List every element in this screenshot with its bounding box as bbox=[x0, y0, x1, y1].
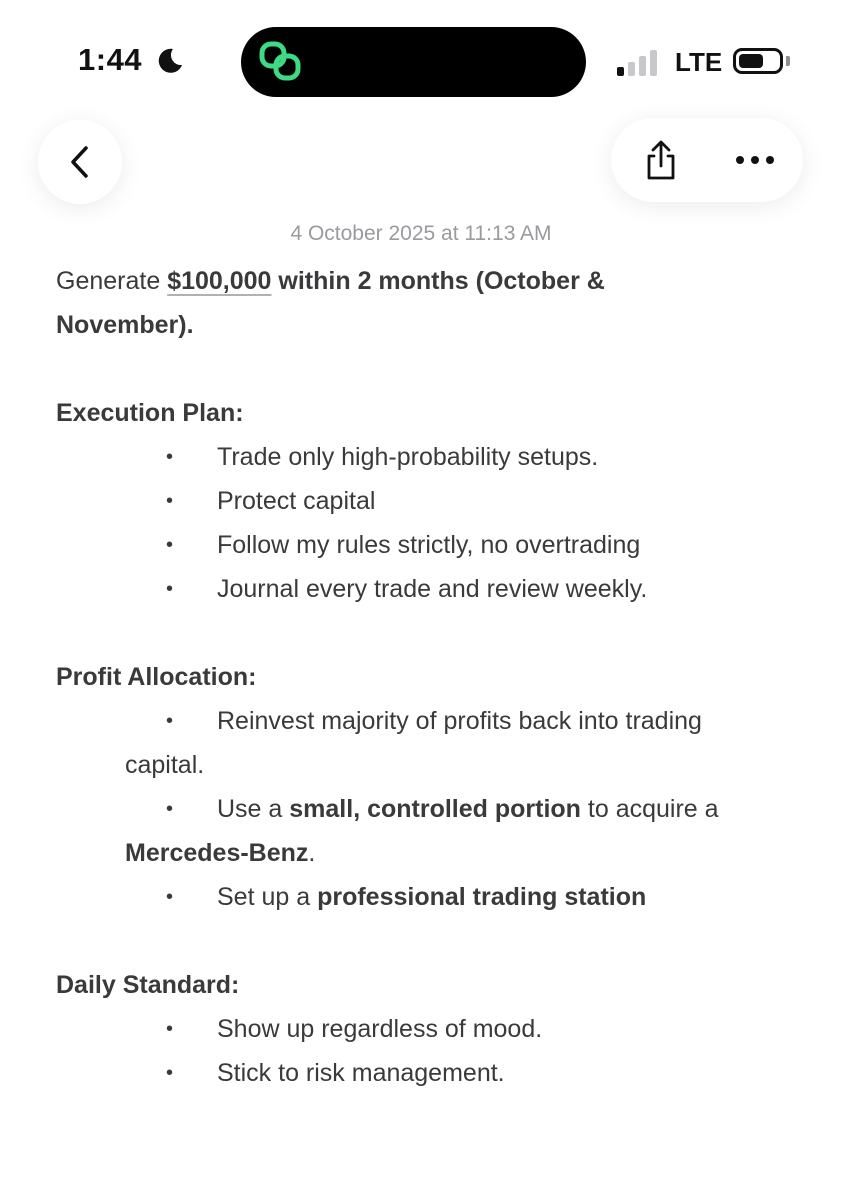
share-button[interactable] bbox=[635, 134, 687, 186]
bullet: • bbox=[166, 490, 174, 512]
bullet: • bbox=[166, 886, 174, 908]
execution-heading: Execution Plan: bbox=[56, 399, 244, 427]
battery-icon bbox=[733, 48, 783, 74]
goal-amount[interactable]: $100,000 bbox=[167, 267, 272, 295]
dynamic-island[interactable] bbox=[241, 27, 586, 97]
back-button[interactable] bbox=[38, 120, 122, 204]
list-item-text: Trade only high-probability setups. bbox=[217, 443, 599, 471]
list-item bbox=[56, 435, 796, 479]
bullet: • bbox=[166, 798, 174, 820]
moon-icon bbox=[156, 47, 184, 75]
list-item-text: Journal every trade and review weekly. bbox=[217, 575, 648, 603]
bullet: • bbox=[166, 1018, 174, 1040]
goal-line bbox=[56, 259, 796, 303]
battery-tip bbox=[786, 56, 790, 66]
note-body[interactable] bbox=[56, 259, 796, 1095]
bullet: • bbox=[166, 1062, 174, 1084]
network-type: LTE bbox=[675, 47, 723, 77]
list-item-bold: small, controlled portion bbox=[289, 795, 581, 823]
list-item bbox=[56, 567, 796, 611]
bullet: • bbox=[166, 578, 174, 600]
list-item-text: to acquire a bbox=[580, 795, 719, 823]
list-item bbox=[56, 523, 796, 567]
daily-heading: Daily Standard: bbox=[56, 971, 240, 999]
list-item-bold: Mercedes-Benz bbox=[125, 839, 309, 867]
list-item-text: Stick to risk management. bbox=[217, 1059, 505, 1087]
bullet: • bbox=[166, 534, 174, 556]
list-item-text: Use a bbox=[217, 795, 290, 823]
ellipsis-icon bbox=[735, 155, 775, 165]
status-time: 1:44 bbox=[78, 42, 143, 77]
list-item-text: Set up a bbox=[217, 883, 318, 911]
list-item bbox=[56, 787, 796, 831]
list-item-text: Show up regardless of mood. bbox=[217, 1015, 543, 1043]
goal-rest: within 2 months (October & bbox=[271, 267, 605, 295]
more-options-button[interactable] bbox=[729, 134, 781, 186]
share-icon bbox=[643, 139, 679, 181]
note-actions bbox=[611, 118, 803, 202]
bullet: • bbox=[166, 446, 174, 468]
chevron-left-icon bbox=[66, 144, 94, 180]
list-item-continuation: capital. bbox=[125, 751, 205, 779]
list-item-bold: professional trading station bbox=[317, 883, 647, 911]
list-item bbox=[56, 1007, 796, 1051]
list-item-continuation bbox=[56, 831, 796, 875]
list-item bbox=[56, 875, 796, 919]
list-item bbox=[56, 699, 796, 743]
list-item bbox=[56, 479, 796, 523]
list-item-text: Protect capital bbox=[217, 487, 376, 515]
list-item-text: Reinvest majority of profits back into trading bbox=[217, 707, 702, 735]
list-item-text: . bbox=[308, 839, 316, 867]
goal-prefix: Generate bbox=[56, 267, 168, 295]
goal-rest-line2: November). bbox=[56, 311, 194, 339]
app-logo-icon bbox=[259, 41, 303, 83]
list-item-text: Follow my rules strictly, no overtrading bbox=[217, 531, 641, 559]
profit-heading: Profit Allocation: bbox=[56, 663, 257, 691]
bullet: • bbox=[166, 710, 174, 732]
list-item bbox=[56, 1051, 796, 1095]
signal-strength-icon bbox=[617, 50, 661, 76]
note-timestamp: 4 October 2025 at 11:13 AM bbox=[290, 222, 552, 245]
